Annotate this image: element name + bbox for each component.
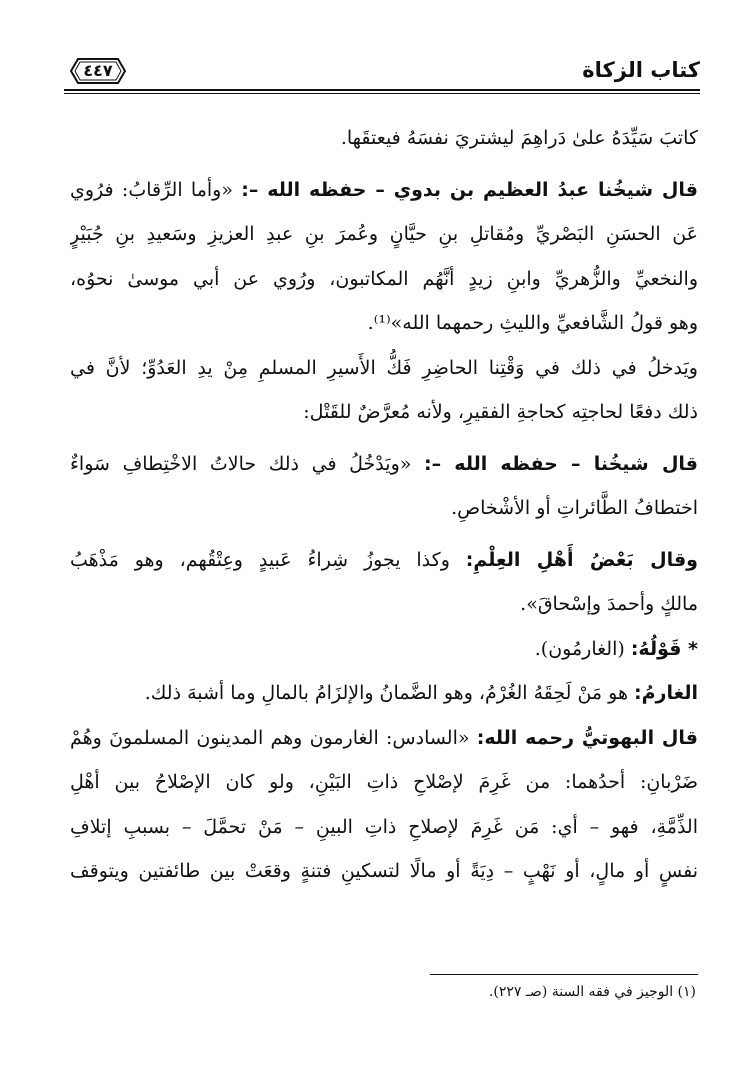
text-line: ويَدخلُ في ذلك في وَقْتِنا الحاضِرِ فَكُّ الأَسيرِ المسلمِ مِنْ يدِ العَدُوِّ؛ لأنَّ في <box>70 356 698 379</box>
text-line: الغارمُ: هو مَنْ لَحِقَهُ الغُرْمُ، وهو الضَّمانُ والإلزَامُ بالمالِ وما أشبهَ ذلك. <box>144 682 698 704</box>
text-line: عَن الحسَنِ البَصْريِّ ومُقاتلِ بنِ حيَّانٍ وعُمرَ بنِ عبدِ العزيزِ وسَعيدِ بنِ جُبَيْرٍ <box>70 223 698 245</box>
footnote: (١) الوجيز في فقه السنة (صـ ٢٢٧). <box>488 984 696 1000</box>
text-line: قال شيخُنا – حفظه الله –: «ويَدْخُلُ في ذلك حالاتُ الاخْتِطافِ سَواءٌ <box>70 452 698 475</box>
text-line: * قَوْلُهُ: (الغارمُون). <box>534 637 698 660</box>
page-header <box>64 52 700 92</box>
chapter-title: كتاب الزكاة <box>582 58 700 82</box>
body-text <box>70 116 698 894</box>
text-line: وهو قولُ الشَّافعيِّ والليثِ رحمهما الله»⁽¹⁾. <box>367 312 698 334</box>
text-line: وقال بَعْضُ أَهْلِ العِلْمِ: وكذا يجوزُ شِراءُ عَبيدٍ وعِتْقُهم، وهو مَذْهَبُ <box>70 548 698 571</box>
text-line: نفسٍ أو مالٍ، أو نَهْبٍ – دِيَةً أو مالًا لتسكينِ فتنةٍ وقعَتْ بين طائفتين ويتوقف <box>70 860 698 882</box>
text-line: ضَرْبانِ: أحدُهما: من غَرِمَ لإصْلاحِ ذاتِ البَيْنِ، ولو كان الإصْلاحُ بين أهْلِ <box>70 771 698 793</box>
text-line: كاتبَ سَيِّدَهُ علىٰ دَراهِمَ ليشتريَ نفسَهُ فيعتقَها. <box>340 127 698 149</box>
header-rule-thin <box>64 93 700 94</box>
text-line: قال البهوتيُّ رحمه الله: «السادس: الغارمون وهم المدينون المسلمونَ وهُمْ <box>70 726 698 749</box>
text-line: الذِّمَّةِ، فهو – أي: مَن غَرِمَ لإصلاحِ ذاتِ البينِ – مَنْ تحمَّلَ – بسببِ إتلافِ <box>70 815 698 838</box>
text-line: والنخعيِّ والزُّهريِّ وابنِ زيدٍ أنَّهُم المكاتبون، ورُوي عن أبي موسىٰ نحوُه، <box>70 267 698 290</box>
text-line: مالكٍ وأحمدَ وإسْحاقَ». <box>520 593 698 615</box>
header-rule <box>64 89 700 91</box>
page-number: ٤٤٧ <box>83 61 113 80</box>
text-line: ذلك دفعًا لحاجتِه كحاجةِ الفقيرِ، ولأنه مُعرَّضٌ للقَتْل: <box>303 401 698 423</box>
text-line: قال شيخُنا عبدُ العظيم بن بدوي – حفظه الله –: «وأما الرِّقابُ: فرُوي <box>70 178 698 201</box>
text-line: اختطافُ الطَّائراتِ أو الأشْخاصِ. <box>451 497 698 519</box>
footnote-rule <box>430 974 698 975</box>
page-number-badge <box>70 58 126 84</box>
